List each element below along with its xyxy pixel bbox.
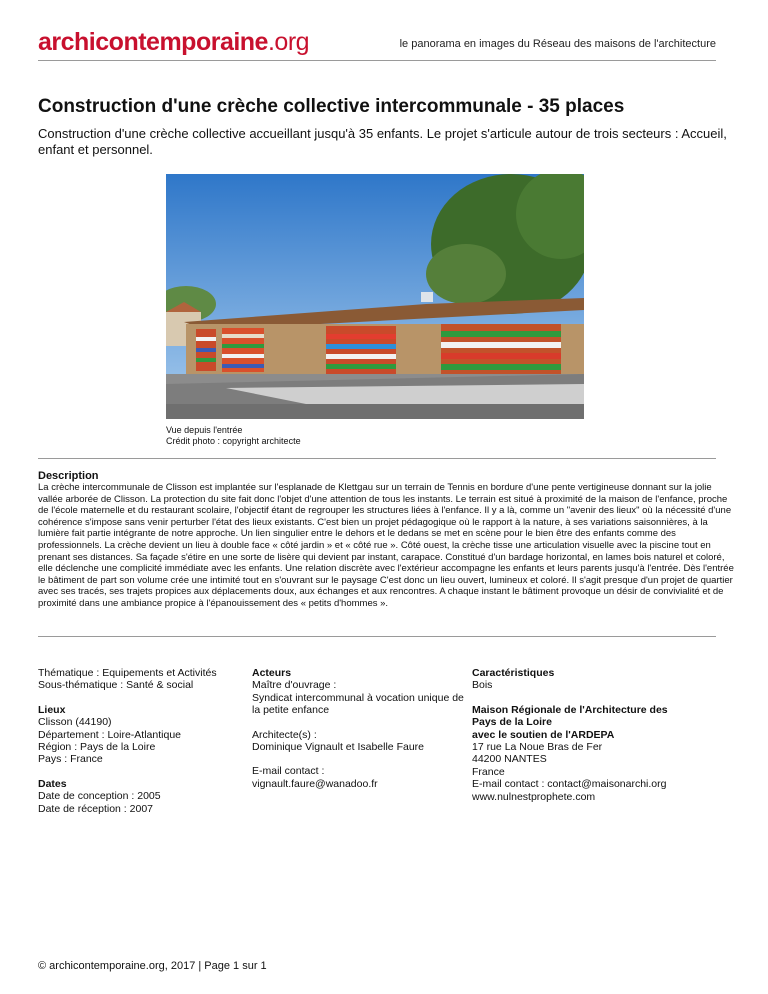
maison-name-2: Pays de la Loire: [472, 716, 552, 729]
description-heading: Description: [38, 470, 99, 482]
maison-name-1: Maison Régionale de l'Architecture des: [472, 703, 668, 716]
lieux-ville: Clisson (44190): [38, 716, 112, 729]
maison-support: avec le soutien de l'ARDEPA: [472, 728, 615, 741]
section-divider: [38, 458, 716, 459]
maison-website[interactable]: www.nulnestprophete.com: [472, 790, 596, 803]
logo-org: .org: [267, 28, 310, 56]
date-conception: Date de conception : 2005: [38, 790, 161, 803]
thematique: Thématique : Equipements et Activités: [38, 667, 217, 679]
maison-address: 17 rue La Noue Bras de Fer: [472, 741, 603, 754]
maison-email[interactable]: E-mail contact : contact@maisonarchi.org: [472, 778, 667, 791]
email-contact-link[interactable]: vignault.faure@wanadoo.fr: [252, 777, 378, 790]
dates-heading: Dates: [38, 777, 67, 790]
lieux-heading: Lieux: [38, 703, 66, 716]
caption-credit: Crédit photo : copyright architecte: [166, 436, 301, 446]
caracteristiques-value: Bois: [472, 679, 493, 692]
header-divider: [38, 60, 716, 61]
maison-country: France: [472, 765, 505, 778]
intro-text: Construction d'une crèche collective accueillant jusqu'à 35 enfants. Le projet s'articule autour de trois secteurs : Accueil, enfant et personnel.: [38, 126, 727, 157]
date-reception: Date de réception : 2007: [38, 802, 153, 815]
maison-city: 44200 NANTES: [472, 753, 547, 766]
caption-title: Vue depuis l'entrée: [166, 425, 243, 435]
site-tagline: le panorama en images du Réseau des maisons de l'architecture: [399, 38, 716, 50]
lieux-pays: Pays : France: [38, 753, 103, 766]
maitre-ouvrage-value: Syndicat intercommunal à vocation unique de la petite enfance: [252, 691, 464, 717]
lieux-region: Région : Pays de la Loire: [38, 741, 156, 754]
info-column-acteurs: [252, 667, 464, 790]
photo-caption: [166, 425, 586, 447]
architectes-value: Dominique Vignault et Isabelle Faure: [252, 741, 424, 754]
email-contact-label: E-mail contact :: [252, 765, 325, 778]
architectes-label: Architecte(s) :: [252, 728, 317, 741]
lieux-departement: Département : Loire-Atlantique: [38, 728, 181, 741]
sous-thematique: Sous-thématique : Santé & social: [38, 679, 194, 692]
info-column-caracteristiques: [472, 667, 722, 803]
logo-archi: archi: [38, 28, 96, 56]
logo-contemporaine: contemporaine: [95, 28, 268, 56]
project-photo: [166, 174, 584, 419]
page-footer: © archicontemporaine.org, 2017 | Page 1 sur 1: [38, 960, 267, 972]
acteurs-heading: Acteurs: [252, 667, 292, 679]
info-column-thematique: [38, 667, 238, 815]
section-divider-2: [38, 636, 716, 637]
site-logo[interactable]: [38, 28, 309, 57]
description-text: La crèche intercommunale de Clisson est implantée sur l'esplanade de Klettgau sur un terrain de Tennis en bordure d'une pente vertigineuse donnant sur la jolie vallée arborée de Clisson. La protection du site fait donc l'objet d'une attention de tous les instants. Le terrain est situé à proximité de la maison de l'enfance, proche de l'école maternelle et du restaurant scolaire, l'objectif étant de regrouper les structures liées à l'enfance. Il y a là, comme un "avenir des lieux" où la nécessité d'une cohérence s'impose sans venir perturber l'état des lieux existants. C'est bien un projet pédagogique où le rapport à la nature, à ses variations saisonnières, à la lumière fait partie intégrante de notre approche. Un lien singulier entre le dehors et le dedans se met en scène pour le bien être des enfants comme des professionnels. La crèche devient un lieu à double face « côté jardin » et « côté rue ». Côté ouest, la crèche tisse une articulation visuelle avec la piscine tout en prenant ses distances. Sa façade s'étire en une sorte de lisère qui devient par instant, carapace. Constitué d'un bardage horizontal, en lames bois naturel et coloré, elle déclenche une complicité immédiate avec les enfants. Une relation discrète avec l'extérieur accompagne les enfants et leurs parents jusqu'à l'entrée. Dès l'entrée le bâtiment de part son volume crée une intimité tout en s'ouvrant sur le paysage C'est donc un lieu ouvert, lumineux et coloré. Il s'agit presque d'un projet de quartier avec ses tracés, ses trajets propices aux déplacements doux, aux échanges et aux rencontres. A chaque instant le bâtiment provoque un désir de convivialité et de proximité dans une ambiance propice à l'épanouissement des « petits d'hommes ».: [38, 482, 734, 609]
maitre-ouvrage-label: Maître d'ouvrage :: [252, 679, 337, 692]
caracteristiques-heading: Caractéristiques: [472, 667, 555, 679]
page-title: Construction d'une crèche collective intercommunale - 35 places: [38, 96, 625, 117]
